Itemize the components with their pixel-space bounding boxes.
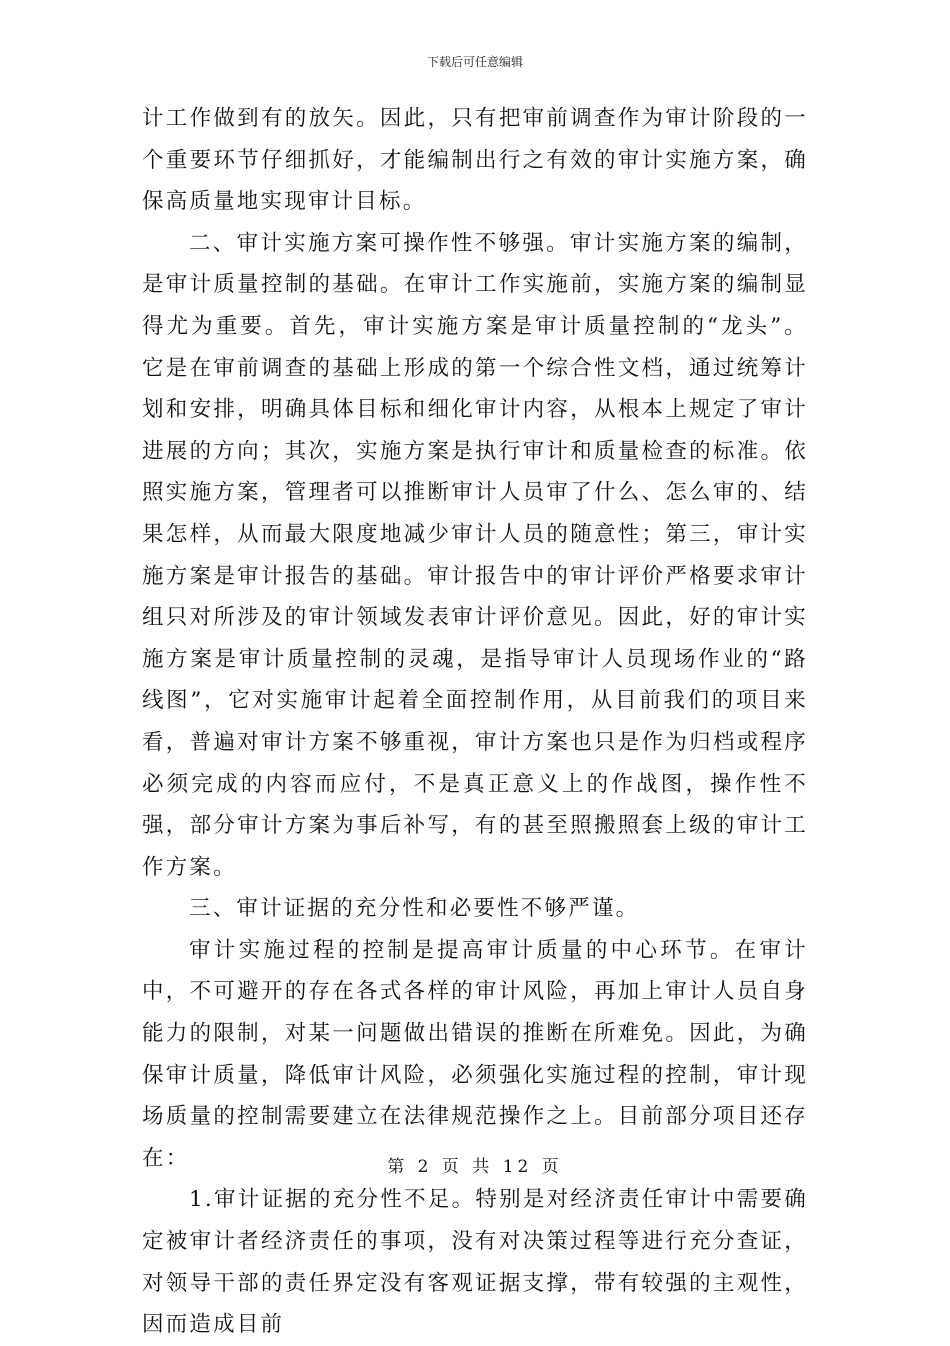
- section-three-heading: 三、审计证据的充分性和必要性不够严谨。: [189, 896, 640, 922]
- page-header-note: 下载后可任意编辑: [426, 55, 523, 69]
- paragraph-section-two: 二、审计实施方案可操作性不够强。审计实施方案的编制，是审计质量控制的基础。在审计工作实施前，实施方案的编制显得尤为重要。首先，审计实施方案是审计质量控制的“龙头”。它是在审前调查的基础上形成的第一个综合性文档，通过统筹计划和安排，明确具体目标和细化审计内容，从根本上规定了审计进展的方向；其次，实施方案是执行审计和质量检查的标准。依照实施方案，管理者可以推断审计人员审了什么、怎么审的、结果怎样，从而最大限度地减少审计人员的随意性；第三，审计实施方案是审计报告的基础。审计报告中的审计评价严格要求审计组只对所涉及的审计领域发表审计评价意见。因此，好的审计实施方案是审计质量控制的灵魂，是指导审计人员现场作业的“路线图”，它对实施审计起着全面控制作用，从目前我们的项目来看，普遍对审计方案不够重视，审计方案也只是作为归档或程序必须完成的内容而应付，不是真正意义上的作战图，操作性不强，部分审计方案为事后补写，有的甚至照搬照套上级的审计工作方案。: [142, 230, 808, 880]
- page-number-footer: 第 2 页 共 12 页: [387, 1157, 563, 1177]
- paragraph-process-control: 审计实施过程的控制是提高审计质量的中心环节。在审计中，不可避开的存在各式各样的审计风险，再加上审计人员自身能力的限制，对某一问题做出错误的推断在所难免。因此，为确保审计质量，降低审计风险，必须强化实施过程的控制，审计现场质量的控制需要建立在法律规范操作之上。目前部分项目还存在：: [142, 937, 808, 1171]
- list-item-evidence-insufficiency: 1.审计证据的充分性不足。特别是对经济责任审计中需要确定被审计者经济责任的事项，没有对决策过程等进行充分查证，对领导干部的责任界定没有客观证据支撑，带有较强的主观性，因而造成目前: [142, 1187, 808, 1338]
- paragraph-continued: 计工作做到有的放矢。因此，只有把审前调查作为审计阶段的一个重要环节仔细抓好，才能编制出行之有效的审计实施方案，确保高质量地实现审计目标。: [142, 106, 808, 215]
